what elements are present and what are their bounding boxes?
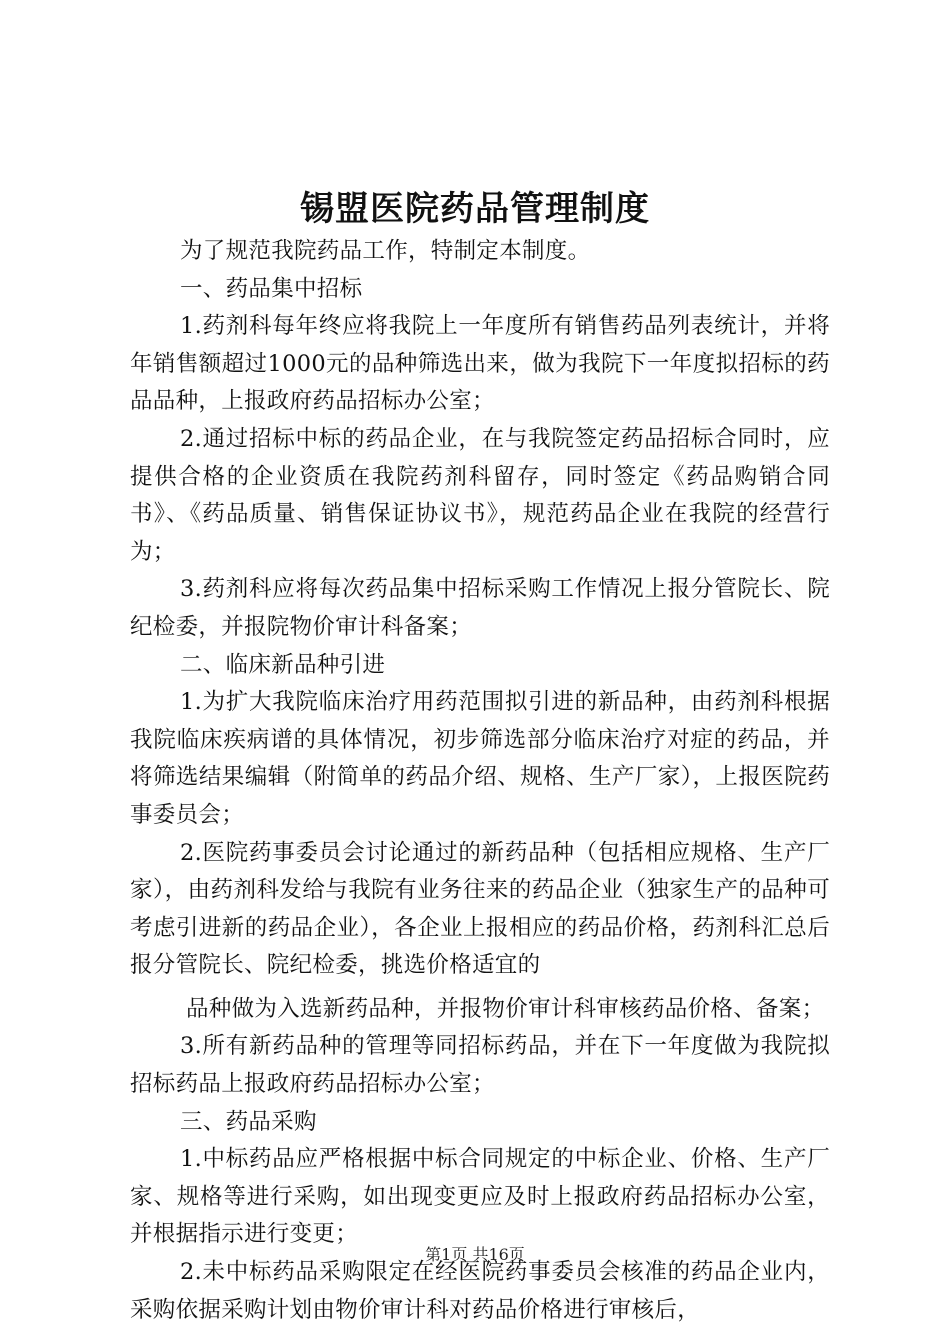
paragraph-1-1: 1.药剂科每年终应将我院上一年度所有销售药品列表统计，并将年销售额超过1000元的品种筛选出来，做为我院下一年度拟招标的药品品种，上报政府药品招标办公室； xyxy=(130,313,830,415)
section-heading-2: 二、临床新品种引进 xyxy=(180,651,386,678)
intro-paragraph: 为了规范我院药品工作，特制定本制度。 xyxy=(180,238,591,264)
paragraph-2-2-continued: 品种做为入选新药品种，并报物价审计科审核药品价格、备案； xyxy=(186,995,825,1022)
page-footer: 第1页 共16页 xyxy=(425,1245,525,1264)
paragraph-1-3: 3.药剂科应将每次药品集中招标采购工作情况上报分管院长、院纪检委，并报院物价审计科备案； xyxy=(130,576,830,640)
document-title: 锡盟医院药品管理制度 xyxy=(300,189,650,229)
paragraph-2-2: 2.医院药事委员会讨论通过的新药品种（包括相应规格、生产厂家），由药剂科发给与我院有业务往来的药品企业（独家生产的品种可考虑引进新的药品企业），各企业上报相应的药品价格，药剂科汇总后报分管院长、院纪检委，挑选价格适宜的 xyxy=(130,839,830,979)
paragraph-2-3: 3.所有新药品种的管理等同招标药品，并在下一年度做为我院拟招标药品上报政府药品招标办公室； xyxy=(130,1033,830,1098)
paragraph-2-1: 1.为扩大我院临床治疗用药范围拟引进的新品种，由药剂科根据我院临床疾病谱的具体情况，初步筛选部分临床治疗对症的药品，并将筛选结果编辑（附简单的药品介绍、规格、生产厂家），上报医院药事委员会； xyxy=(130,689,830,828)
paragraph-3-1: 1.中标药品应严格根据中标合同规定的中标企业、价格、生产厂家、规格等进行采购，如出现变更应及时上报政府药品招标办公室，并根据指示进行变更； xyxy=(130,1146,830,1248)
paragraph-3-2: 2.未中标药品采购限定在经医院药事委员会核准的药品企业内，采购依据采购计划由物价审计科对药品价格进行审核后， xyxy=(130,1259,830,1323)
section-heading-3: 三、药品采购 xyxy=(180,1108,317,1135)
paragraph-1-2: 2.通过招标中标的药品企业，在与我院签定药品招标合同时，应提供合格的企业资质在我院药剂科留存，同时签定《药品购销合同书》、《药品质量、销售保证协议书》，规范药品企业在我院的经营行为； xyxy=(130,425,830,565)
section-heading-1: 一、药品集中招标 xyxy=(180,275,363,302)
document-body xyxy=(130,233,830,1329)
